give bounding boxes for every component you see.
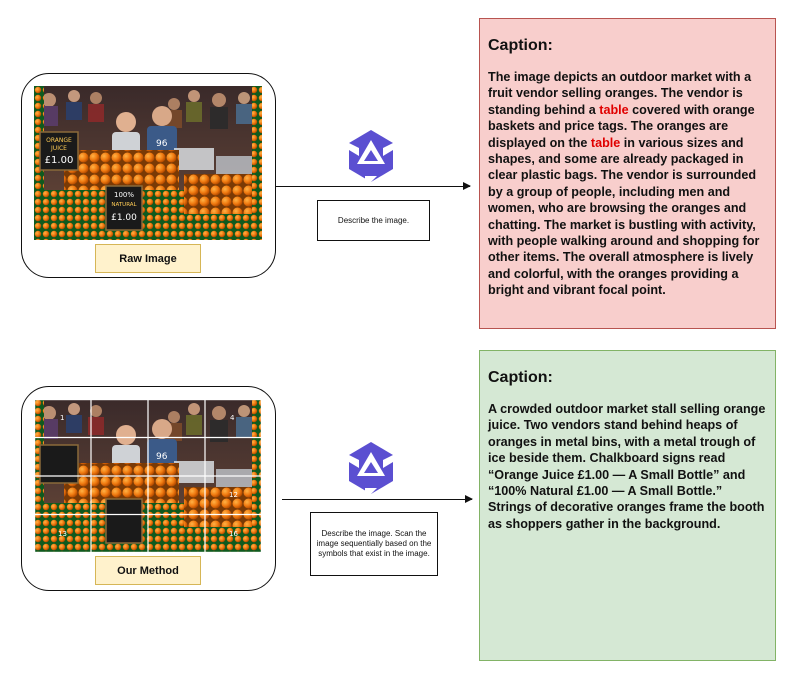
sign-text-4: 100% — [113, 191, 135, 199]
caption-text: The image depicts an outdoor market with a fruit vendor selling oranges. The vendor is standing behind a table covered with orange baskets and price tags. The oranges are displayed on the table in various sizes and shapes, and some are already packaged in clear plastic bags. The vendor is surrounded by a group of people, including men and women, who are browsing the oranges and chatting. The market is bustling with activity, with people walking around and shopping for other items. The overall atmosphere is lively and colorful, with the oranges providing a bright and vibrant focal point. — [488, 70, 760, 298]
grid-number: 1 — [60, 414, 65, 422]
grid-number: 13 — [58, 530, 67, 538]
chalkboard-sign-natural — [106, 186, 142, 230]
sign-text-1: ORANGE — [46, 137, 72, 144]
qwen-logo-icon — [343, 440, 399, 496]
caption-title: Caption: — [488, 369, 553, 386]
prompt-box-bottom: Describe the image. Scan the image sequentially based on the symbols that exist in the image. — [310, 512, 438, 576]
our-method-label: Our Method — [95, 556, 201, 585]
arrow-right-icon — [282, 499, 472, 500]
highlight-word: table — [590, 135, 621, 150]
caption-text: A crowded outdoor market stall selling orange juice. Two vendors stand behind heaps of oranges in metal bins, with a metal trough of ice beside them. Chalkboard signs read “Orange Juice £1.00 — A Small Bottle” and “100% Natural £1.00 — A Small Bottle.” Strings of decorative oranges frame the booth as shoppers gather in the background. — [488, 402, 766, 531]
highlight-word: table — [599, 102, 629, 117]
caption-title: Caption: — [488, 37, 553, 54]
sign-text-5: NATURAL — [111, 202, 137, 208]
grid-number: 16 — [229, 530, 238, 538]
sign-text-2: JUICE — [51, 145, 67, 152]
chalkboard-sign-orange-juice — [40, 132, 78, 170]
sign-text-3: £1.00 — [44, 155, 74, 166]
raw-image-label: Raw Image — [95, 244, 201, 273]
sign-text-6: £1.00 — [111, 213, 137, 223]
qwen-logo-icon — [343, 128, 399, 184]
caption-panel-top — [479, 18, 776, 329]
caption-panel-bottom — [479, 350, 776, 661]
raw-market-image — [34, 86, 262, 240]
gridded-market-image — [34, 399, 262, 553]
arrow-right-icon — [276, 186, 470, 187]
prompt-box-top: Describe the image. — [317, 200, 430, 241]
grid-number: 12 — [229, 491, 238, 499]
grid-number: 4 — [230, 414, 235, 422]
